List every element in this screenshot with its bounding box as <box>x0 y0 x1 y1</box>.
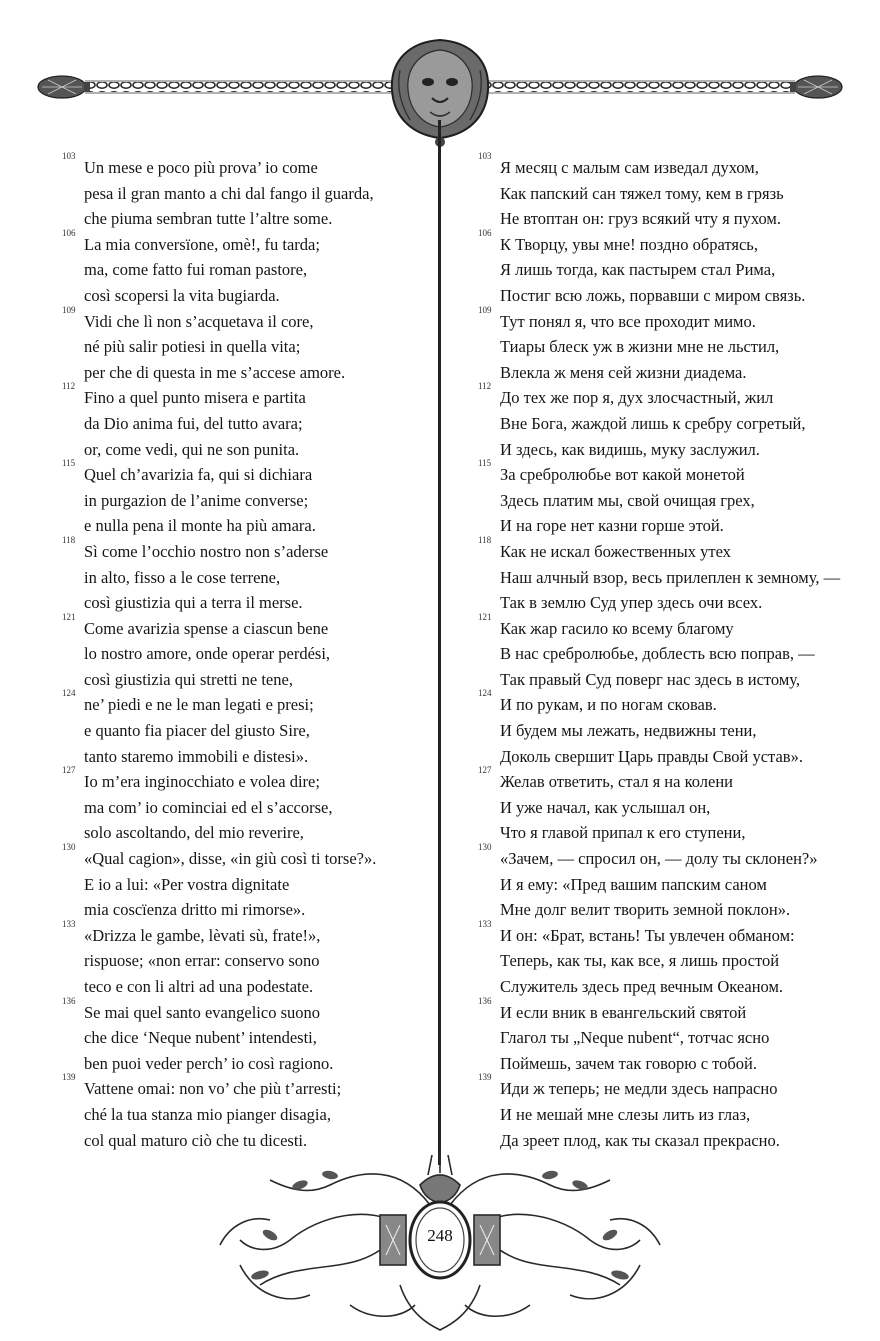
tercet-133 <box>478 918 868 1000</box>
verse-number: 124 <box>62 688 76 699</box>
verse-line: Тиары блеск уж в жизни мне не льстил, <box>500 337 780 357</box>
verse-line: Мне долг велит творить земной поклон». <box>500 900 791 920</box>
verse-number: 136 <box>478 995 492 1006</box>
tercet-130 <box>62 842 432 923</box>
verse-number: 139 <box>62 1072 76 1083</box>
tercet-115 <box>62 458 432 539</box>
verse-line: mia coscïenza dritto mi rimorse». <box>84 900 306 920</box>
tercet-106 <box>478 227 868 309</box>
verse-line: Vattene omai: non vo’ che più t’arresti; <box>84 1079 342 1099</box>
verse-line: né più salir potiesi in quella vita; <box>84 337 301 357</box>
tercet-112 <box>478 381 868 462</box>
verse-line: Sì come l’occhio nostro non s’aderse <box>84 541 329 561</box>
verse-line: Иди ж теперь; не медли здесь напрасно <box>500 1079 778 1099</box>
verse-number: 106 <box>62 227 76 238</box>
verse-number: 109 <box>62 304 76 315</box>
verse-line: Как папский сан тяжел тому, кем в грязь <box>500 183 784 203</box>
verse-line: Io m’era inginocchiato e volea dire; <box>84 772 320 792</box>
tercet-103 <box>478 151 868 232</box>
verse-line: К Творцу, увы мне! поздно обратясь, <box>500 234 758 254</box>
verse-line: e nulla pena il monte ha più amara. <box>84 516 316 536</box>
verse-line: E io a lui: «Per vostra dignitate <box>84 874 290 894</box>
verse-line: И здесь, как видишь, муку заслужил. <box>500 439 760 459</box>
verse-line: Как не искал божественных утех <box>500 541 731 561</box>
verse-number: 103 <box>62 151 76 161</box>
verse-number: 136 <box>62 995 76 1006</box>
verse-line: così giustizia qui stretti ne tene, <box>84 669 293 689</box>
verse-line: ché la tua stanza mio pianger disagia, <box>84 1104 331 1124</box>
verse-line: Come avarizia spense a ciascun bene <box>84 618 329 638</box>
verse-number: 112 <box>62 381 76 392</box>
verse-number: 139 <box>478 1072 492 1083</box>
verse-line: Что я главой припал к его ступени, <box>500 823 746 843</box>
verse-line: che piuma sembran tutte l’altre some. <box>84 209 333 229</box>
verse-number: 118 <box>62 534 76 545</box>
verse-line: da Dio anima fui, del tutto avara; <box>84 413 303 433</box>
verse-line: Как жар гасило ко всему благому <box>500 618 734 638</box>
verse-line: Тут понял я, что все проходит мимо. <box>500 311 756 331</box>
verse-line: И будем мы лежать, недвижны тени, <box>500 721 757 741</box>
italian-text-column <box>62 151 432 1153</box>
tercet-115 <box>478 458 868 539</box>
tercet-118 <box>62 534 432 616</box>
verse-number: 127 <box>62 765 76 776</box>
tercet-139 <box>62 1072 432 1153</box>
left-finial-icon <box>38 76 90 98</box>
verse-line: ne’ piedi e ne le man legati e presi; <box>84 695 314 715</box>
verse-number: 106 <box>478 227 492 238</box>
tercet-103 <box>62 151 432 232</box>
verse-line: così giustizia qui a terra il merse. <box>84 593 303 613</box>
verse-number: 127 <box>478 765 492 776</box>
verse-line: ma, come fatto fui roman pastore, <box>84 260 308 280</box>
verse-line: Глагол ты „Neque nubent“, тотчас ясно <box>500 1028 770 1048</box>
verse-number: 118 <box>478 534 492 545</box>
tercet-106 <box>62 227 432 309</box>
verse-line: per che di questa in me s’accese amore. <box>84 362 346 382</box>
verse-line: col qual maturo ciò che tu dicesti. <box>84 1130 308 1150</box>
verse-number: 103 <box>478 151 492 161</box>
verse-line: Так в землю Суд упер здесь очи всех. <box>500 593 763 613</box>
verse-line: Вне Бога, жаждой лишь к сребру согретый, <box>500 413 806 433</box>
verse-number: 130 <box>62 842 76 853</box>
right-finial-icon <box>790 76 842 98</box>
verse-line: Un mese e poco più prova’ io come <box>84 158 318 177</box>
verse-number: 112 <box>478 381 492 392</box>
verse-line: La mia conversïone, omè!, fu tarda; <box>84 234 320 254</box>
verse-line: in purgazion de l’anime converse; <box>84 490 309 510</box>
verse-line: И если вник в евангельский святой <box>500 1002 747 1022</box>
verse-line: Здесь платим мы, свой очищая грех, <box>500 490 755 510</box>
verse-line: or, come vedi, qui ne son punita. <box>84 439 300 459</box>
verse-line: Теперь, как ты, как все, я лишь простой <box>500 951 780 971</box>
tercet-121 <box>478 611 868 693</box>
center-divider-rule <box>438 120 441 1165</box>
verse-line: e quanto fia piacer del giusto Sire, <box>84 721 310 741</box>
tercet-118 <box>478 534 868 616</box>
tercet-127 <box>478 765 868 846</box>
verse-line: Желав ответить, стал я на колени <box>500 772 734 792</box>
verse-line: «Зачем, — спросил он, — долу ты склонен?» <box>500 849 818 869</box>
tercet-121 <box>62 611 432 693</box>
verse-line: Да зреет плод, как ты сказал прекрасно. <box>500 1130 780 1150</box>
verse-line: Я лишь тогда, как пастырем стал Рима, <box>500 260 776 280</box>
verse-line: До тех же пор я, дух злосчастный, жил <box>500 388 774 408</box>
verse-line: in alto, fisso a le cose terrene, <box>84 567 281 587</box>
verse-number: 133 <box>478 918 492 929</box>
tercet-133 <box>62 918 432 1000</box>
verse-number: 109 <box>478 304 492 315</box>
verse-line: Se mai quel santo evangelico suono <box>84 1002 320 1022</box>
tercet-136 <box>62 995 432 1077</box>
verse-line: ben puoi veder perch’ io così ragiono. <box>84 1053 334 1073</box>
verse-line: Влекла ж меня сей жизни диадема. <box>500 362 747 382</box>
verse-line: Наш алчный взор, весь прилеплен к земному, — <box>500 567 841 587</box>
verse-line: И не мешай мне слезы лить из глаз, <box>500 1104 751 1124</box>
verse-line: Поймешь, зачем так говорю с тобой. <box>500 1053 758 1073</box>
verse-line: «Drizza le gambe, lèvati sù, frate!», <box>84 925 321 945</box>
verse-line: И уже начал, как услышал он, <box>500 797 711 817</box>
verse-number: 115 <box>62 458 76 469</box>
tercet-136 <box>478 995 868 1077</box>
tercet-130 <box>478 842 868 923</box>
verse-line: Постиг всю ложь, порвавши с миром связь. <box>500 285 806 305</box>
verse-number: 121 <box>478 611 492 622</box>
verse-number: 115 <box>478 458 492 469</box>
tercet-124 <box>62 688 432 769</box>
verse-line: Служитель здесь пред вечным Океаном. <box>500 977 784 996</box>
verse-number: 130 <box>478 842 492 853</box>
verse-line: Quel ch’avarizia fa, qui si dichiara <box>84 465 313 485</box>
verse-line: lo nostro amore, onde operar perdési, <box>84 644 331 664</box>
verse-line: solo ascoltando, del mio reverire, <box>84 823 304 843</box>
tercet-127 <box>62 765 432 846</box>
verse-line: Я месяц с малым сам изведал духом, <box>500 158 759 177</box>
verse-line: И он: «Брат, встань! Ты увлечен обманом: <box>500 925 795 945</box>
verse-line: che dice ‘Neque nubent’ intendesti, <box>84 1028 317 1048</box>
verse-number: 133 <box>62 918 76 929</box>
tercet-109 <box>478 304 868 386</box>
verse-line: «Qual cagion», disse, «in giù così ti torse?». <box>84 849 377 869</box>
verse-line: Не втоптан он: груз всякий чту я пухом. <box>500 209 781 229</box>
verse-line: Fino a quel punto misera e partita <box>84 388 306 408</box>
russian-text-column <box>478 151 868 1153</box>
verse-number: 124 <box>478 688 492 699</box>
verse-line: За сребролюбье вот какой монетой <box>500 465 745 485</box>
verse-line: tanto staremo immobili e distesi». <box>84 746 309 766</box>
tercet-112 <box>62 381 432 462</box>
page-number: 248 <box>427 1226 453 1245</box>
verse-line: pesa il gran manto a chi dal fango il guarda, <box>84 183 374 203</box>
verse-line: Так правый Суд поверг нас здесь в истому, <box>500 669 801 689</box>
verse-line: И на горе нет казни горше этой. <box>500 516 724 536</box>
tercet-109 <box>62 304 432 386</box>
tercet-139 <box>478 1072 868 1153</box>
verse-line: И по рукам, и по ногам сковав. <box>500 695 717 715</box>
verse-line: così scopersi la vita bugiarda. <box>84 285 280 305</box>
verse-line: В нас сребролюбье, доблесть всю поправ, — <box>500 644 815 664</box>
verse-number: 121 <box>62 611 76 622</box>
verse-line: rispuose; «non errar: conservo sono <box>84 951 320 971</box>
verse-line: Vidi che lì non s’acquetava il core, <box>84 311 314 331</box>
verse-line: ma com’ io cominciai ed el s’accorse, <box>84 797 333 817</box>
verse-line: teco e con li altri ad una podestate. <box>84 977 314 996</box>
verse-line: Доколь свершит Царь правды Свой устав». <box>500 746 803 766</box>
tercet-124 <box>478 688 868 769</box>
verse-line: И я ему: «Пред вашим папским саном <box>500 874 767 894</box>
